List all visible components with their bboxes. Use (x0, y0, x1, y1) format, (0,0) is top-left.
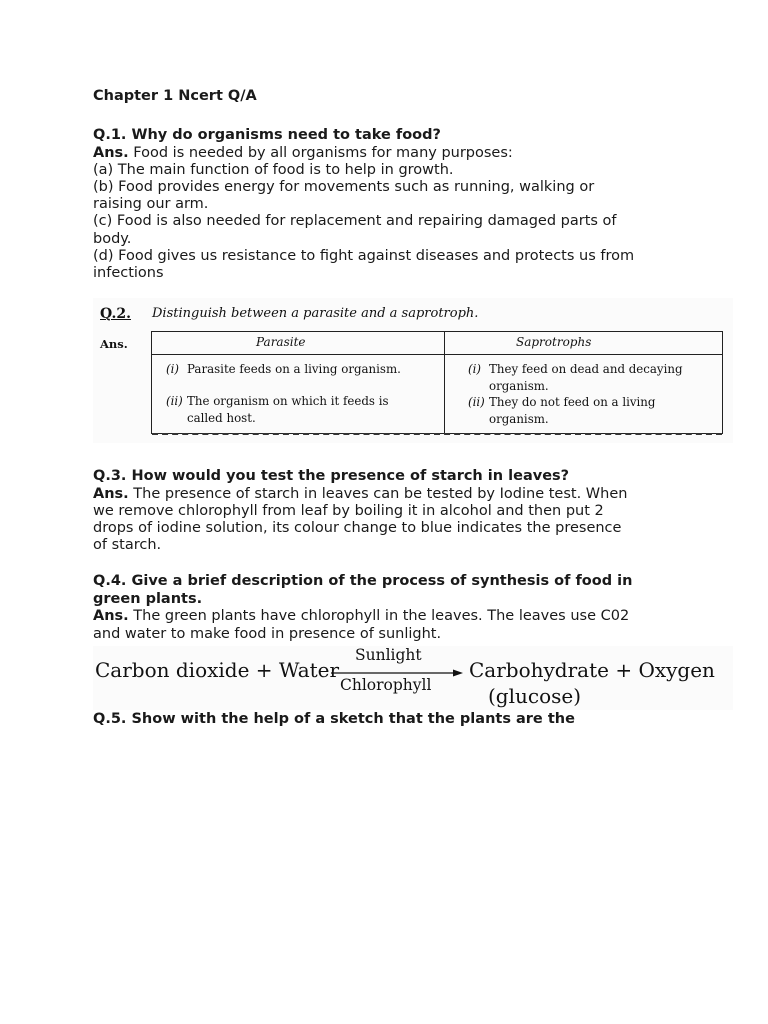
question-1-text: Q.1. Why do organisms need to take food? (93, 127, 441, 143)
answer-1-line: (c) Food is also needed for replacement and repairing damaged parts of (93, 213, 617, 230)
question-2-text: Distinguish between a parasite and a saprotroph. (152, 306, 479, 321)
answer-1-line (93, 145, 693, 162)
equation-condition-sunlight: Sunlight (355, 646, 422, 664)
answer-3-line: of starch. (93, 537, 162, 554)
item-text: Parasite feeds on a living organism. (187, 362, 401, 376)
column-header-parasite: Parasite (256, 335, 306, 349)
answer-1-line: body. (93, 230, 132, 247)
answer-1-text: Food is needed by all organisms for many purposes: (128, 144, 513, 161)
answer-3-line: drops of iodine solution, its colour change to blue indicates the presence (93, 519, 622, 536)
answer-1-line: raising our arm. (93, 196, 209, 213)
answer-3-text: The presence of starch in leaves can be tested by Iodine test. When (128, 485, 628, 502)
item-number: (ii) (166, 394, 183, 408)
column-header-saprotrophs: Saprotrophs (516, 335, 592, 349)
answer-4-line (93, 608, 693, 625)
parasite-item (166, 361, 401, 378)
item-number: (ii) (468, 395, 485, 409)
item-text: The organism on which it feeds is (187, 394, 389, 408)
question-3 (93, 468, 693, 554)
answer-label: Ans. (93, 608, 129, 625)
question-3-text: Q.3. How would you test the presence of starch in leaves? (93, 468, 570, 484)
answer-1-line: infections (93, 264, 164, 281)
document-page-q5 (93, 711, 693, 729)
question-4-text: Q.4. Give a brief description of the process of synthesis of food in (93, 573, 633, 590)
question-5-text: Q.5. Show with the help of a sketch that the plants are the (93, 711, 575, 727)
table-bottom-border (152, 433, 722, 435)
item-number: (i) (468, 362, 481, 376)
item-text: They do not feed on a living (489, 395, 656, 409)
item-text: organism. (489, 378, 549, 393)
answer-label: Ans. (93, 485, 129, 502)
question-4-text: green plants. (93, 590, 203, 607)
answer-1-line: (b) Food provides energy for movements such as running, walking or (93, 178, 595, 195)
question-1 (93, 127, 693, 282)
answer-3-line (93, 486, 693, 503)
question-2-number: Q.2. (100, 306, 131, 322)
equation-products: Carbohydrate + Oxygen (469, 658, 715, 682)
item-number: (i) (166, 362, 179, 376)
equation-products-note: (glucose) (488, 684, 582, 708)
answer-3-line: we remove chlorophyll from leaf by boiling it in alcohol and then put 2 (93, 502, 604, 519)
comparison-table (151, 331, 723, 434)
document-page (93, 86, 693, 301)
saprotroph-item (468, 394, 655, 427)
item-text: They feed on dead and decaying (489, 362, 683, 376)
item-text: called host. (187, 410, 256, 425)
question-4 (93, 573, 693, 642)
photosynthesis-equation (93, 646, 733, 710)
saprotroph-item (468, 361, 683, 394)
answer-4-line: and water to make food in presence of sunlight. (93, 625, 442, 642)
answer-1-line: (a) The main function of food is to help in growth. (93, 161, 454, 178)
table-column-divider (444, 332, 445, 433)
answer-4-text: The green plants have chlorophyll in the leaves. The leaves use C02 (128, 608, 630, 625)
answer-label: Ans. (93, 144, 129, 161)
item-text: organism. (489, 411, 549, 426)
table-header-row (152, 332, 722, 355)
equation-reactants: Carbon dioxide + Water (95, 658, 340, 682)
answer-2-label: Ans. (100, 337, 128, 351)
page-title: Chapter 1 Ncert Q/A (93, 88, 257, 104)
answer-1-line: (d) Food gives us resistance to fight against diseases and protects us from (93, 247, 635, 264)
document-page-lower (93, 468, 693, 662)
parasite-item (166, 393, 389, 426)
question-2-scan (93, 298, 733, 443)
equation-condition-chlorophyll: Chlorophyll (340, 676, 432, 694)
